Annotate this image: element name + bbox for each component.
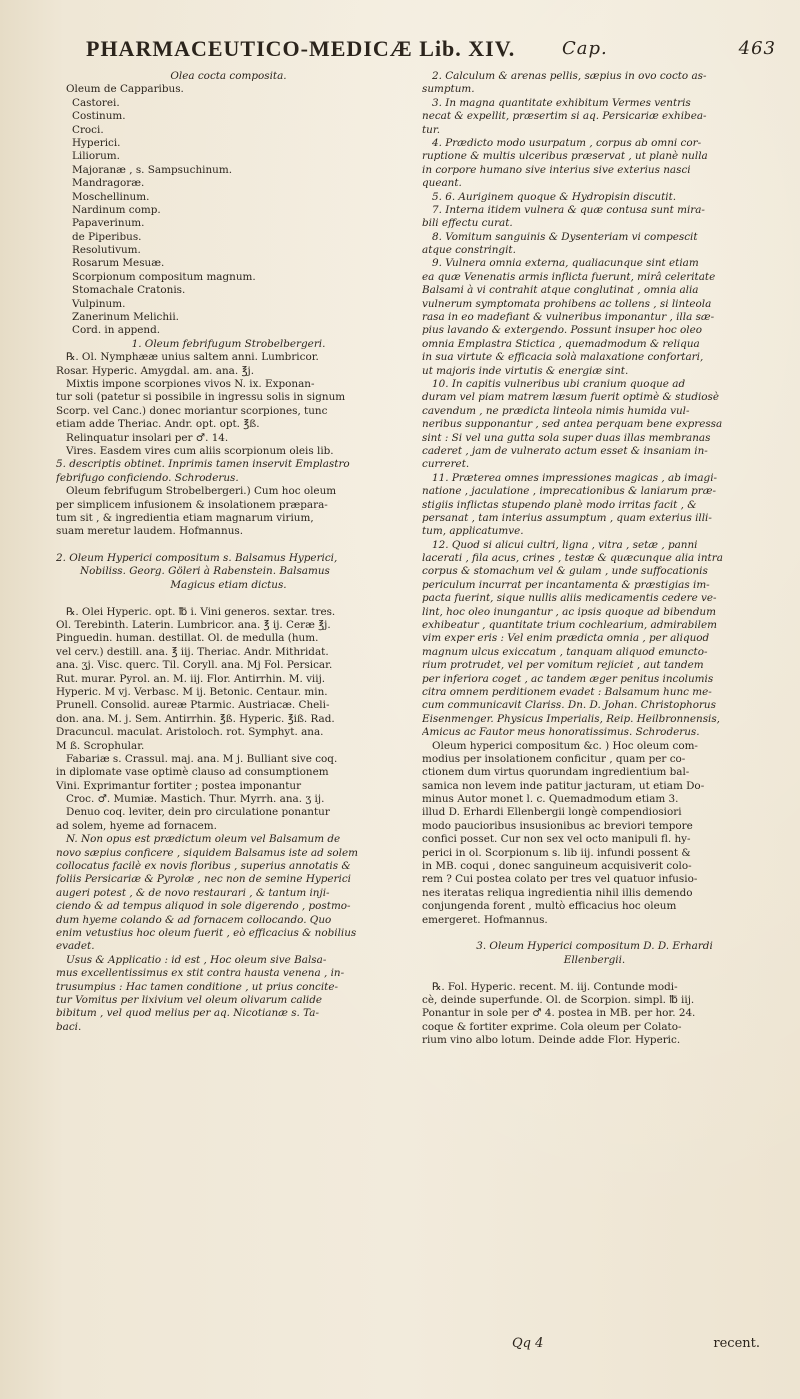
text-line: vel cerv.) destill. ana. ℥ iij. Theriac. Andr. Mithridat. — [56, 645, 329, 658]
text-line: Scorp. vel Canc.) donec moriantur scorpiones, tunc — [56, 404, 328, 417]
text-line: coque & fortiter exprime. Cola oleum per Colato- — [422, 1020, 682, 1033]
text-line: ut majoris inde virtutis & energiæ sint. — [422, 364, 629, 377]
text-line: pacta fuerint, sique nullis aliis medicamentis cedere ve- — [422, 592, 717, 605]
text-line: Majoranæ , s. Sampsuchinum. — [72, 163, 232, 176]
right-column — [422, 70, 767, 1048]
text-line: rasa in eo madefiant & vulneribus imponantur , illa sæ- — [422, 311, 715, 324]
text-line: enim vetustius hoc oleum fuerit , eò efficacius & nobilius — [56, 927, 357, 939]
text-line: 3. Oleum Hyperici compositum D. D. Erhardi — [476, 940, 713, 953]
text-line: N. Non opus est prædictum oleum vel Balsamum de — [66, 833, 341, 846]
text-line: Stomachale Cratonis. — [72, 284, 186, 297]
text-line: 9. Vulnera omnia externa, qualiacunque sint etiam — [432, 257, 699, 270]
text-line: tur soli (patetur si possibile in ingressu solis in signum — [56, 391, 346, 404]
text-line: don. ana. M. j. Sem. Antirrhin. ℥ß. Hyperic. ℥iß. Rad. — [56, 712, 335, 725]
text-line: ea quæ Venenatis armis inflicta fuerunt, mirâ celeritate — [422, 270, 716, 283]
text-line: Vires. Easdem vires cum aliis scorpionum oleis lib. — [66, 444, 334, 457]
text-line: Usus & Applicatio : id est , Hoc oleum sive Balsa- — [66, 953, 327, 966]
text-line: trusumpius : Hac tamen conditione , ut prius concite- — [56, 980, 338, 993]
text-line: citra omnem perditionem evadet : Balsamum hunc me- — [422, 685, 712, 698]
text-line: Cord. in append. — [72, 324, 161, 337]
text-line: Olea cocta composita. — [170, 70, 287, 82]
text-line: novo sæpius conficere , siquidem Balsamus iste ad solem — [56, 846, 358, 859]
text-line: Pinguedin. human. destillat. Ol. de medulla (hum. — [56, 632, 319, 645]
text-line: corpus & stomachum vel & gulam , unde suffocationis — [422, 565, 708, 578]
text-line: ad solem, hyeme ad fornacem. — [56, 819, 217, 832]
text-line: 8. Vomitum sanguinis & Dysenteriam vi compescit — [432, 230, 698, 243]
text-line: in MB. coqui , donec sanguineum acquisiverit colo- — [422, 860, 692, 873]
text-line: Moschellinum. — [72, 190, 150, 203]
text-line: Fabariæ s. Crassul. maj. ana. M j. Bulliant sive coq. — [66, 752, 338, 765]
text-line: bili effectu curat. — [422, 217, 513, 230]
text-line: ctionem dum virtus quorundam ingredientium bal- — [422, 766, 690, 779]
text-line: Oleum de Capparibus. — [66, 83, 184, 96]
text-line: minus Autor monet l. c. Quemadmodum etiam 3. — [422, 793, 679, 806]
text-line: evadet. — [56, 940, 95, 953]
text-line: collocatus facilè ex novis floribus , superius annotatis & — [56, 860, 351, 873]
catchword: recent. — [713, 1336, 760, 1351]
text-line: Balsami à vi contrahit atque conglutinat , omnia alia — [422, 284, 699, 297]
text-line: 12. Quod si alicui cultri, ligna , vitra , setæ , panni — [432, 538, 698, 551]
text-line: necat & expellit, præsertim si aq. Persicariæ exhibea- — [422, 110, 707, 123]
text-line: ciendo & ad tempus aliquod in sole digerendo , postmo- — [56, 900, 351, 913]
text-line: curreret. — [422, 458, 470, 471]
text-line: emergeret. Hofmannus. — [422, 913, 548, 926]
text-line — [56, 592, 401, 605]
text-line: Rosarum Mesuæ. — [72, 257, 165, 270]
text-line: Castorei. — [72, 96, 120, 109]
text-line: Denuo coq. leviter, dein pro circulatione ponantur — [66, 806, 330, 819]
text-line: modius per insolationem conficitur , quam per co- — [422, 752, 686, 765]
text-line: M ß. Scrophular. — [56, 739, 145, 752]
signature-mark: Qq 4 — [512, 1336, 544, 1351]
text-line: in sua virtute & efficacia solà malaxatione confortari, — [422, 351, 704, 364]
page-number: 463 — [738, 38, 776, 59]
text-line: Ponantur in sole per ♂ 4. postea in MB. per hor. 24. — [422, 1007, 696, 1020]
text-line: Oleum hyperici compositum &c. ) Hoc oleum com- — [432, 739, 698, 752]
text-line — [422, 927, 767, 940]
text-line: tum sit , & ingredientia etiam magnarum virium, — [56, 511, 314, 524]
text-line: mus excellentissimus ex stit contra hausta venena , in- — [56, 967, 345, 980]
text-line: Oleum febrifugum Strobelbergeri.) Cum hoc oleum — [66, 485, 337, 498]
text-line: ana. ʒj. Visc. querc. Til. Coryll. ana. Mj Fol. Persicar. — [56, 659, 333, 672]
text-line: duram vel piam matrem læsum fuerit optimè & studiosè — [422, 391, 720, 404]
text-line: modo paucioribus insusionibus ac breviori tempore — [422, 819, 693, 832]
text-line: perici in ol. Scorpionum s. lib iij. infundi possent & — [422, 846, 691, 859]
text-line: in corpore humano sive interius sive exterius nasci — [422, 163, 691, 176]
text-line: vulnerum symptomata prohibens ac tollens , si linteola — [422, 297, 712, 310]
text-line: Liliorum. — [72, 150, 120, 163]
text-line: pius lavando & extergendo. Possunt insuper hoc oleo — [422, 324, 702, 337]
text-line: confici posset. Cur non sex vel octo manipuli fl. hy- — [422, 833, 691, 846]
text-line: tur. — [422, 123, 440, 136]
text-line: suam meretur laudem. Hofmannus. — [56, 525, 244, 538]
text-line: rium vino albo lotum. Deinde adde Flor. Hyperic. — [422, 1034, 681, 1047]
text-line: sumptum. — [422, 83, 475, 96]
text-line: augeri potest , & de novo restaurari , & tantum inji- — [56, 886, 330, 899]
text-line: illud D. Erhardi Ellenbergii longè compendiosiori — [422, 806, 682, 819]
text-line: atque constringit. — [422, 244, 516, 257]
running-header — [86, 36, 776, 66]
text-line: exhibeatur , quantitate trium cochlearium, admirabilem — [422, 619, 717, 632]
text-line: Magicus etiam dictus. — [170, 578, 287, 591]
text-line: Dracuncul. maculat. Aristoloch. rot. Symphyt. ana. — [56, 726, 324, 739]
text-line: Hyperici. — [72, 136, 121, 149]
text-line: samica non levem inde patitur jacturam, ut etiam Do- — [422, 779, 705, 792]
text-line: Vini. Exprimantur fortiter ; postea imponantur — [56, 779, 302, 792]
text-line: conjungenda forent , multò efficacius hoc oleum — [422, 900, 677, 913]
text-line: lint, hoc oleo inungantur , ac ipsis quoque ad bibendum — [422, 605, 716, 618]
text-line: per simplicem infusionem & insolationem præpara- — [56, 498, 328, 511]
text-line: stigiis inflictas stupendo planè modo irritas facit , & — [422, 498, 697, 511]
text-line: 1. Oleum febrifugum Strobelbergeri. — [131, 337, 326, 350]
text-line: Vulpinum. — [72, 297, 126, 310]
text-line: lacerati , fila acus, crines , testæ & quæcunque alia intra — [422, 552, 723, 565]
text-line: febrifugo conficiendo. Schroderus. — [56, 471, 239, 484]
text-line: persanat , tam interius assumptum , quam exterius illi- — [422, 511, 712, 524]
text-line: 11. Præterea omnes impressiones magicas , ab imagi- — [432, 471, 718, 484]
text-line: Hyperic. M vj. Verbasc. M ij. Betonic. Centaur. min. — [56, 685, 328, 698]
text-line: ℞. Olei Hyperic. opt. ℔ i. Vini generos. sextar. tres. — [66, 605, 336, 618]
text-line: cum communicavit Clariss. Dn. D. Johan. Christophorus — [422, 699, 716, 712]
text-line: Ellenbergii. — [563, 953, 626, 966]
text-line: 3. In magna quantitate exhibitum Vermes ventris — [432, 96, 691, 109]
text-line: caderet , jam de vulnerato actum esset & insaniam in- — [422, 444, 708, 457]
chapter-mark: Cap. — [562, 38, 608, 59]
text-line: sint : Si vel una gutta sola super duas illas membranas — [422, 431, 711, 444]
text-line: neribus supponantur , sed antea perquam bene expressa — [422, 418, 723, 431]
text-line: periculum incurrat per incantamenta & præstigias im- — [422, 578, 710, 591]
text-line: rium protrudet, vel per vomitum rejiciet , aut tandem — [422, 659, 704, 672]
text-line: 5. 6. Auriginem quoque & Hydropisin discutit. — [432, 190, 677, 203]
text-line: Croci. — [72, 123, 104, 136]
text-line: Eisenmenger. Physicus Imperialis, Reip. Heilbronnensis, — [422, 712, 720, 725]
text-line: ℞. Ol. Nymphææ unius saltem anni. Lumbricor. — [66, 351, 319, 364]
text-line: Nardinum comp. — [72, 203, 161, 216]
text-line: 2. Calculum & arenas pellis, sæpius in ovo cocto as- — [432, 70, 707, 82]
text-line: ruptione & multis ulceribus præservat , ut planè nulla — [422, 150, 708, 163]
text-line: Costinum. — [72, 110, 126, 123]
text-line: tur Vomitus per lixivium vel oleum olivarum calide — [56, 993, 323, 1006]
text-line: in diplomate vase optimè clauso ad consumptionem — [56, 766, 329, 779]
text-line: 4. Prædicto modo usurpatum , corpus ab omni cor- — [432, 136, 702, 149]
text-line: de Piperibus. — [72, 230, 142, 243]
text-line: rem ? Cui postea colato per tres vel quatuor infusio- — [422, 873, 698, 886]
text-line: Resolutivum. — [72, 244, 141, 257]
text-line: 10. In capitis vulneribus ubi cranium quoque ad — [432, 377, 686, 390]
text-line: Mixtis impone scorpiones vivos N. ix. Exponan- — [66, 377, 315, 390]
text-line: 7. Interna itidem vulnera & quæ contusa sunt mira- — [432, 203, 705, 216]
text-line: cè, deinde superfunde. Ol. de Scorpion. simpl. ℔ iij. — [422, 993, 695, 1006]
text-line: ℞. Fol. Hyperic. recent. M. iij. Contunde modi- — [432, 980, 678, 993]
text-line: magnum ulcus exiccatum , tanquam aliquod emuncto- — [422, 645, 708, 658]
text-line — [422, 967, 767, 980]
text-line: omnia Emplastra Stictica , quemadmodum & reliqua — [422, 337, 700, 350]
text-line: bibitum , vel quod melius per aq. Nicotianæ s. Ta- — [56, 1007, 319, 1020]
running-title: PHARMACEUTICO-MEDICÆ Lib. XIV. — [86, 36, 516, 61]
text-line: Papaverinum. — [72, 217, 145, 230]
text-line: 2. Oleum Hyperici compositum s. Balsamus Hyperici, — [56, 552, 338, 565]
text-line: Scorpionum compositum magnum. — [72, 270, 256, 283]
text-line: Rut. murar. Pyrol. an. M. iij. Flor. Antirrhin. M. viij. — [56, 672, 326, 685]
text-line: Nobiliss. Georg. Göleri à Rabenstein. Balsamus — [80, 565, 330, 578]
text-line: queant. — [422, 177, 462, 190]
text-line: Relinquatur insolari per ♂. 14. — [66, 431, 229, 444]
text-line: Prunell. Consolid. aureæ Ptarmic. Austriacæ. Cheli- — [56, 699, 330, 712]
page-footer — [500, 1336, 760, 1356]
text-line: Croc. ♂. Mumiæ. Mastich. Thur. Myrrh. ana. ʒ ij. — [66, 793, 325, 806]
text-line: tum, applicatumve. — [422, 525, 524, 538]
text-line: Amicus ac Fautor meus honoratissimus. Schroderus. — [422, 726, 700, 739]
text-line: etiam adde Theriac. Andr. opt. opt. ℥ß. — [56, 418, 260, 431]
text-line — [56, 539, 401, 552]
text-line: Zanerinum Melichii. — [72, 311, 179, 324]
text-line: Mandragoræ. — [72, 177, 145, 190]
text-line: foliis Persicariæ & Pyrolæ , nec non de semine Hyperici — [56, 873, 351, 886]
text-line: nes iteratas reliqua ingredientia nihil illis demendo — [422, 886, 693, 899]
left-column — [56, 70, 401, 1034]
text-line: vim exper eris : Vel enim prædicta omnia , per aliquod — [422, 632, 710, 645]
text-line: Rosar. Hyperic. Amygdal. am. ana. ℥j. — [56, 364, 255, 377]
text-line: cavendum , ne prædicta linteola nimis humida vul- — [422, 404, 690, 417]
text-line: Ol. Terebinth. Laterin. Lumbricor. ana. ℥ ij. Ceræ ℥j. — [56, 619, 331, 632]
text-line: natione , jaculatione , imprecationibus & laniarum præ- — [422, 485, 717, 498]
text-line: 5. descriptis obtinet. Inprimis tamen inservit Emplastro — [56, 458, 350, 471]
text-line: per inferiora coget , ac tandem æger penitus incolumis — [422, 672, 714, 685]
text-line: dum hyeme colando & ad fornacem collocando. Quo — [56, 913, 332, 926]
text-line: baci. — [56, 1020, 82, 1033]
